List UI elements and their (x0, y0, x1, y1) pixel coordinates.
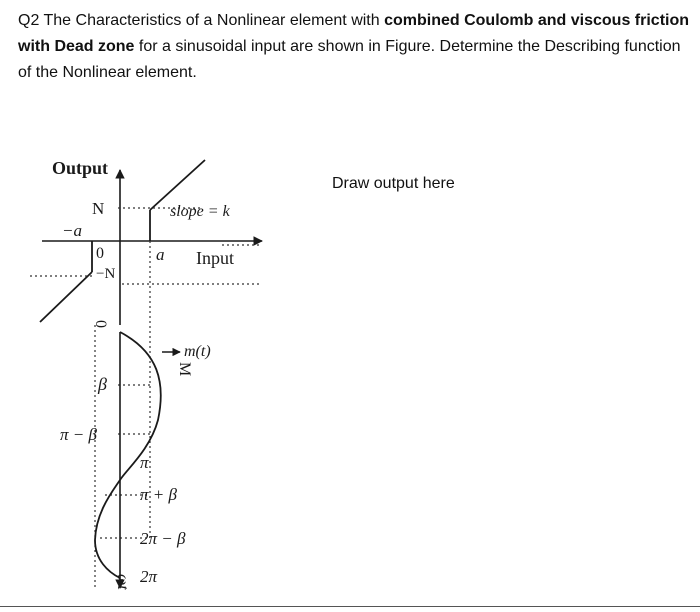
output-label: Output (52, 158, 109, 178)
n-label: N (92, 199, 105, 218)
pi-label: π (140, 453, 149, 472)
bottom-divider (0, 606, 700, 607)
question-suffix: for a sinusoidal input are shown in Figure. Determine the Describing function of the Nonlinear element. (18, 38, 681, 81)
m-t-label: m(t) (184, 343, 211, 360)
slope-label: slope = k (170, 203, 230, 220)
two-pi-minus-beta-label: 2π − β (140, 529, 186, 548)
zero-rotated-label: 0 (92, 320, 109, 328)
neg-a-label: −a (62, 221, 82, 240)
pi-minus-beta-label: π − β (60, 425, 97, 444)
a-label: a (156, 245, 165, 264)
pi-plus-beta-label: π + β (140, 485, 177, 504)
two-pi-label: 2π (140, 567, 158, 586)
m-rotated-label: M (176, 362, 193, 377)
question-bold: combined Coulomb and viscous friction with Dead zone (18, 12, 690, 55)
omega-t-label: ωt (114, 574, 131, 590)
figure-svg (0, 120, 300, 600)
question-text (18, 8, 690, 86)
question-prefix: Q2 The Characteristics of a Nonlinear element with (18, 12, 385, 29)
beta-label: β (98, 374, 107, 394)
neg-n-label: −N (96, 266, 116, 282)
nonlinearity-figure (0, 120, 300, 600)
draw-output-label: Draw output here (332, 175, 455, 192)
lower-slope-line (40, 272, 92, 322)
input-label: Input (196, 248, 234, 268)
zero-label: 0 (96, 245, 104, 262)
